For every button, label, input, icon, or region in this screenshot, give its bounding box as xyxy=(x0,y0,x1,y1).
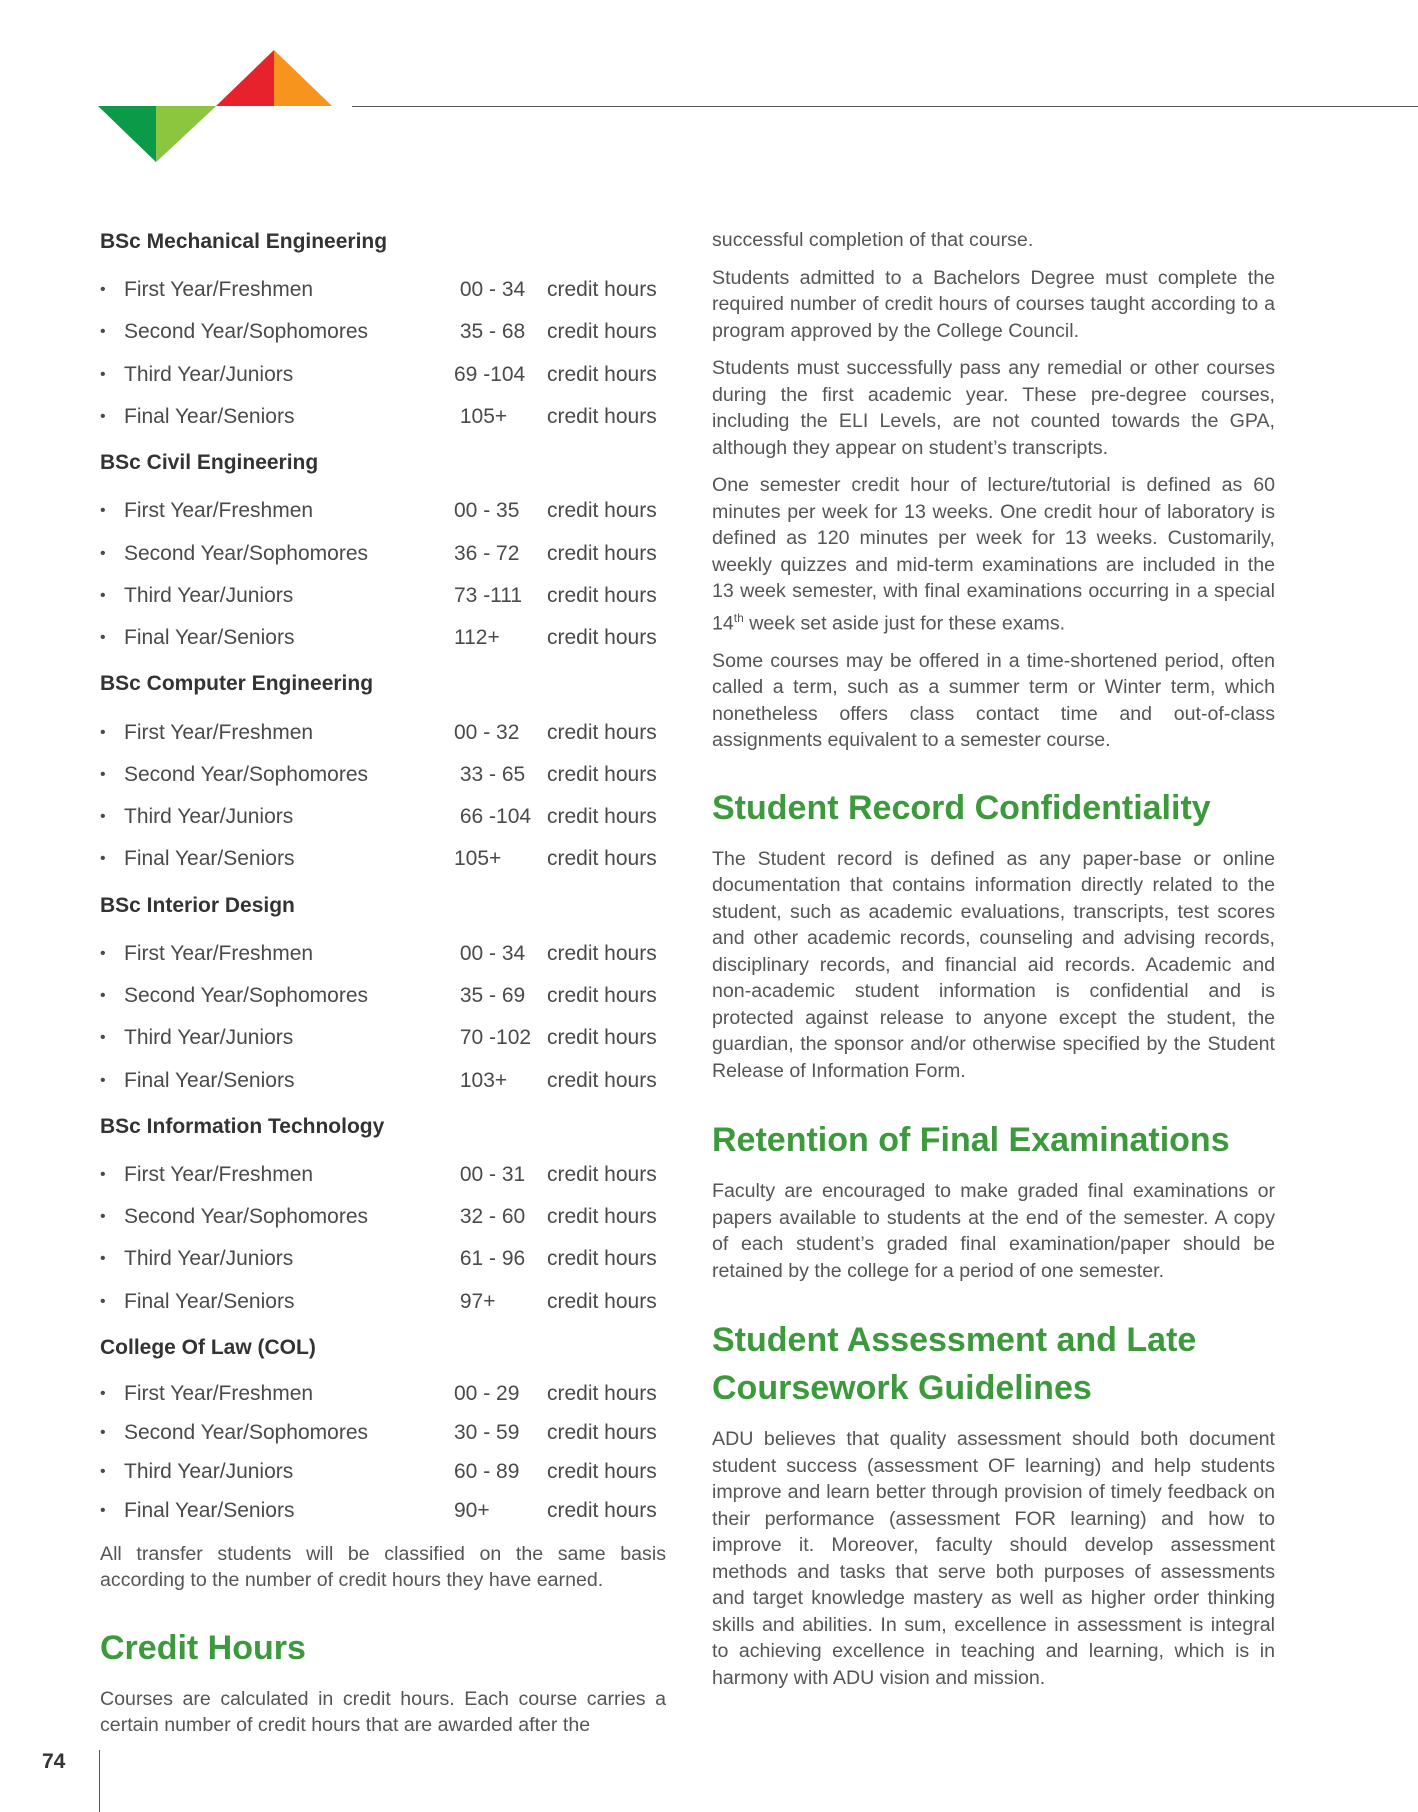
list-item xyxy=(100,354,666,396)
superscript-th: th xyxy=(733,610,744,625)
list-item xyxy=(100,1196,666,1238)
credit-range: 30 - 59 xyxy=(454,1421,520,1445)
credit-unit: credit hours xyxy=(547,278,657,302)
credit-range: 00 - 32 xyxy=(454,720,520,744)
program-heading: BSc Computer Engineering xyxy=(100,672,374,696)
confidentiality-paragraph: The Student record is defined as any paper-base or online documentation that contains information directly related to the student, such as academic evaluations, transcripts, test scores and other academic records, counseling and advising records, disciplinary records, and financial aid records. Academic and non-academic student information is confidential and is protected against release to anyone except the student, the guardian, the sponsor and/or otherwise specified by the Student Release of Information Form. xyxy=(712,847,1275,1082)
year-label: Final Year/Seniors xyxy=(124,1068,295,1092)
bullet-icon: • xyxy=(100,1424,106,1442)
credit-hours-heading: Credit Hours xyxy=(100,1628,306,1667)
bullet-icon: • xyxy=(100,1292,106,1310)
bullet-icon: • xyxy=(100,1208,106,1226)
year-label: First Year/Freshmen xyxy=(124,720,314,744)
list-item xyxy=(100,1453,666,1492)
year-label: Second Year/Sophomores xyxy=(124,762,369,786)
credit-unit: credit hours xyxy=(547,1068,657,1092)
list-item xyxy=(100,711,666,753)
credit-unit: credit hours xyxy=(547,1026,657,1050)
bullet-icon: • xyxy=(100,408,106,426)
list-item xyxy=(100,1414,666,1453)
credit-range: 36 - 72 xyxy=(454,541,520,565)
year-label: First Year/Freshmen xyxy=(124,1382,314,1406)
credit-unit: credit hours xyxy=(547,1460,657,1484)
credit-range: 33 - 65 xyxy=(454,762,526,786)
left-column xyxy=(100,227,666,1750)
bullet-icon: • xyxy=(100,1502,106,1520)
logo-light-green-triangle xyxy=(156,106,216,162)
credit-range: 103+ xyxy=(454,1068,508,1092)
credit-unit: credit hours xyxy=(547,320,657,344)
list-item xyxy=(100,396,666,438)
bullet-icon: • xyxy=(100,1385,106,1403)
retention-paragraph: Faculty are encouraged to make graded final examinations or papers available to students at the end of the semester. A copy of each student’s graded final examination/paper should be retained by the college for a period of one semester. xyxy=(712,1180,1275,1282)
bullet-icon: • xyxy=(100,1250,106,1268)
year-label: Second Year/Sophomores xyxy=(124,541,369,565)
confidentiality-heading: Student Record Confidentiality xyxy=(712,788,1211,827)
logo-red-triangle xyxy=(216,50,274,106)
page-number: 74 xyxy=(42,1750,66,1773)
year-label: Third Year/Juniors xyxy=(124,805,294,829)
program-year-list xyxy=(100,1154,666,1323)
year-label: Final Year/Seniors xyxy=(124,1499,295,1523)
program-year-list xyxy=(100,933,666,1102)
program-year-list xyxy=(100,1375,666,1531)
assessment-heading-line-1: Student Assessment and Late xyxy=(712,1321,1197,1360)
credit-unit: credit hours xyxy=(547,583,657,607)
continuation-paragraph: successful completion of that course. xyxy=(712,229,1034,251)
credit-unit: credit hours xyxy=(547,762,657,786)
program-list xyxy=(100,227,666,1531)
assessment-heading-line-2: Coursework Guidelines xyxy=(712,1369,1092,1408)
year-label: Third Year/Juniors xyxy=(124,362,294,386)
credit-range: 105+ xyxy=(454,405,508,429)
credit-range: 69 -104 xyxy=(454,362,526,386)
year-label: Third Year/Juniors xyxy=(124,1247,294,1271)
year-label: First Year/Freshmen xyxy=(124,278,314,302)
credit-range: 00 - 34 xyxy=(454,278,526,302)
credit-unit: credit hours xyxy=(547,541,657,565)
credit-range: 00 - 29 xyxy=(454,1382,520,1406)
list-item xyxy=(100,1154,666,1196)
list-item xyxy=(100,617,666,659)
bullet-icon: • xyxy=(100,1071,106,1089)
credit-unit: credit hours xyxy=(547,499,657,523)
bullet-icon: • xyxy=(100,544,106,562)
bullet-icon: • xyxy=(100,629,106,647)
program-year-list xyxy=(100,711,666,880)
list-item xyxy=(100,1492,666,1531)
assessment-heading xyxy=(712,1316,1275,1412)
credit-unit: credit hours xyxy=(547,362,657,386)
year-label: First Year/Freshmen xyxy=(124,941,314,965)
year-label: Final Year/Seniors xyxy=(124,626,295,650)
list-item xyxy=(100,1017,666,1059)
list-item xyxy=(100,532,666,574)
assessment-paragraph: ADU believes that quality assessment should both document student success (assessment OF learning) and help students improve and learn better through provision of timely feedback on their performance (assessment FOR learning) and how to improve it. Moreover, faculty should develop assessment methods and tasks that serve both purposes of assessments and target knowledge mastery as well as higher order thinking skills and abilities. In sum, excellence in assessment is integral to achieving excellence in teaching and learning, which is in harmony with ADU vision and mission. xyxy=(712,1428,1275,1689)
bullet-icon: • xyxy=(100,1463,106,1481)
year-label: Second Year/Sophomores xyxy=(124,984,369,1007)
bullet-icon: • xyxy=(100,1165,106,1183)
credit-unit: credit hours xyxy=(547,805,657,829)
credit-unit: credit hours xyxy=(547,1162,657,1186)
year-label: First Year/Freshmen xyxy=(124,1162,314,1186)
credit-unit: credit hours xyxy=(547,1247,657,1271)
credit-range: 00 - 35 xyxy=(454,499,520,523)
bullet-icon: • xyxy=(100,765,106,783)
credit-range: 32 - 60 xyxy=(454,1205,526,1229)
remedial-paragraph: Students must successfully pass any remedial or other courses during the first academic year. These pre-degree courses, including the ELI Levels, are not counted towards the GPA, although they appear on student’s transcripts. xyxy=(712,357,1275,459)
list-item xyxy=(100,311,666,353)
credit-unit: credit hours xyxy=(547,405,657,429)
credit-range: 35 - 68 xyxy=(454,320,526,344)
credit-definition-text: One semester credit hour of lecture/tutorial is defined as 60 minutes per week for 13 weeks. One credit hour of laboratory is defined as 120 minutes per week for 13 weeks. Customarily, weekly quizzes and mid-term examinations are included in the 13 week semester, with final examinations occurring in a special 14 xyxy=(712,474,1275,635)
year-label: Third Year/Juniors xyxy=(124,583,294,607)
right-column xyxy=(712,227,1275,1702)
year-label: Third Year/Juniors xyxy=(124,1026,294,1050)
logo-orange-triangle xyxy=(274,50,332,106)
list-item xyxy=(100,269,666,311)
credit-unit: credit hours xyxy=(547,626,657,650)
list-item xyxy=(100,754,666,796)
credit-definition-paragraph xyxy=(712,472,1275,637)
credit-unit: credit hours xyxy=(547,941,657,965)
credit-unit: credit hours xyxy=(547,1421,657,1445)
credit-unit: credit hours xyxy=(547,1499,657,1523)
program-year-list xyxy=(100,490,666,659)
list-item xyxy=(100,490,666,532)
list-item xyxy=(100,575,666,617)
credit-range: 00 - 31 xyxy=(454,1162,526,1186)
bullet-icon: • xyxy=(100,586,106,604)
list-item xyxy=(100,1059,666,1101)
credit-unit: credit hours xyxy=(547,847,657,871)
list-item xyxy=(100,1238,666,1280)
list-item xyxy=(100,1281,666,1323)
credit-range: 70 -102 xyxy=(454,1026,532,1050)
year-label: Second Year/Sophomores xyxy=(124,1205,369,1229)
bullet-icon: • xyxy=(100,850,106,868)
credit-range: 35 - 69 xyxy=(454,984,526,1007)
list-item xyxy=(100,933,666,975)
program-heading: BSc Information Technology xyxy=(100,1114,385,1138)
credit-unit: credit hours xyxy=(547,720,657,744)
retention-heading: Retention of Final Examinations xyxy=(712,1121,1230,1160)
credit-range: 61 - 96 xyxy=(454,1247,526,1271)
list-item xyxy=(100,796,666,838)
header-rule xyxy=(352,106,1418,107)
year-label: Second Year/Sophomores xyxy=(124,1421,369,1445)
credit-range: 66 -104 xyxy=(454,805,532,829)
page-number-rule xyxy=(99,1750,100,1812)
year-label: Third Year/Juniors xyxy=(124,1460,294,1484)
credit-range: 60 - 89 xyxy=(454,1460,520,1484)
credit-range: 00 - 34 xyxy=(454,941,526,965)
bullet-icon: • xyxy=(100,1029,106,1047)
program-year-list xyxy=(100,269,666,438)
term-paragraph: Some courses may be offered in a time-shortened period, often called a term, such as a summer term or Winter term, which nonetheless offers class contact time and out-of-class assignments equivalent to a semester course. xyxy=(712,649,1275,752)
year-label: Second Year/Sophomores xyxy=(124,320,369,344)
credit-definition-tail: week set aside just for these exams. xyxy=(743,612,1066,635)
bullet-icon: • xyxy=(100,365,106,383)
program-heading: BSc Civil Engineering xyxy=(100,451,319,475)
credit-unit: credit hours xyxy=(547,1205,657,1229)
credit-range: 97+ xyxy=(454,1289,496,1313)
credit-range: 105+ xyxy=(454,847,502,871)
bullet-icon: • xyxy=(100,987,106,1004)
list-item xyxy=(100,1375,666,1414)
year-label: First Year/Freshmen xyxy=(124,499,314,523)
transfer-paragraph: All transfer students will be classified on the same basis according to the number of credit hours they have earned. xyxy=(100,1542,666,1592)
credit-hours-paragraph: Courses are calculated in credit hours. Each course carries a certain number of credit hours that are awarded after the xyxy=(100,1687,666,1737)
bullet-icon: • xyxy=(100,808,106,826)
logo-icon xyxy=(98,50,338,162)
list-item xyxy=(100,975,666,1017)
credit-range: 112+ xyxy=(454,626,500,650)
bullet-icon: • xyxy=(100,502,106,520)
year-label: Final Year/Seniors xyxy=(124,1289,295,1313)
list-item xyxy=(100,838,666,880)
credit-range: 90+ xyxy=(454,1499,490,1523)
bullet-icon: • xyxy=(100,281,106,299)
bachelors-paragraph: Students admitted to a Bachelors Degree must complete the required number of credit hours of courses taught according to a program approved by the College Council. xyxy=(712,266,1275,342)
credit-unit: credit hours xyxy=(547,984,657,1007)
year-label: Final Year/Seniors xyxy=(124,847,295,871)
year-label: Final Year/Seniors xyxy=(124,405,295,429)
credit-unit: credit hours xyxy=(547,1382,657,1406)
program-heading: BSc Interior Design xyxy=(100,893,295,917)
program-heading: BSc Mechanical Engineering xyxy=(100,230,388,253)
bullet-icon: • xyxy=(100,944,106,962)
credit-range: 73 -111 xyxy=(454,583,523,607)
program-heading: College Of Law (COL) xyxy=(100,1335,316,1359)
bullet-icon: • xyxy=(100,723,106,741)
bullet-icon: • xyxy=(100,323,106,341)
credit-unit: credit hours xyxy=(547,1289,657,1313)
